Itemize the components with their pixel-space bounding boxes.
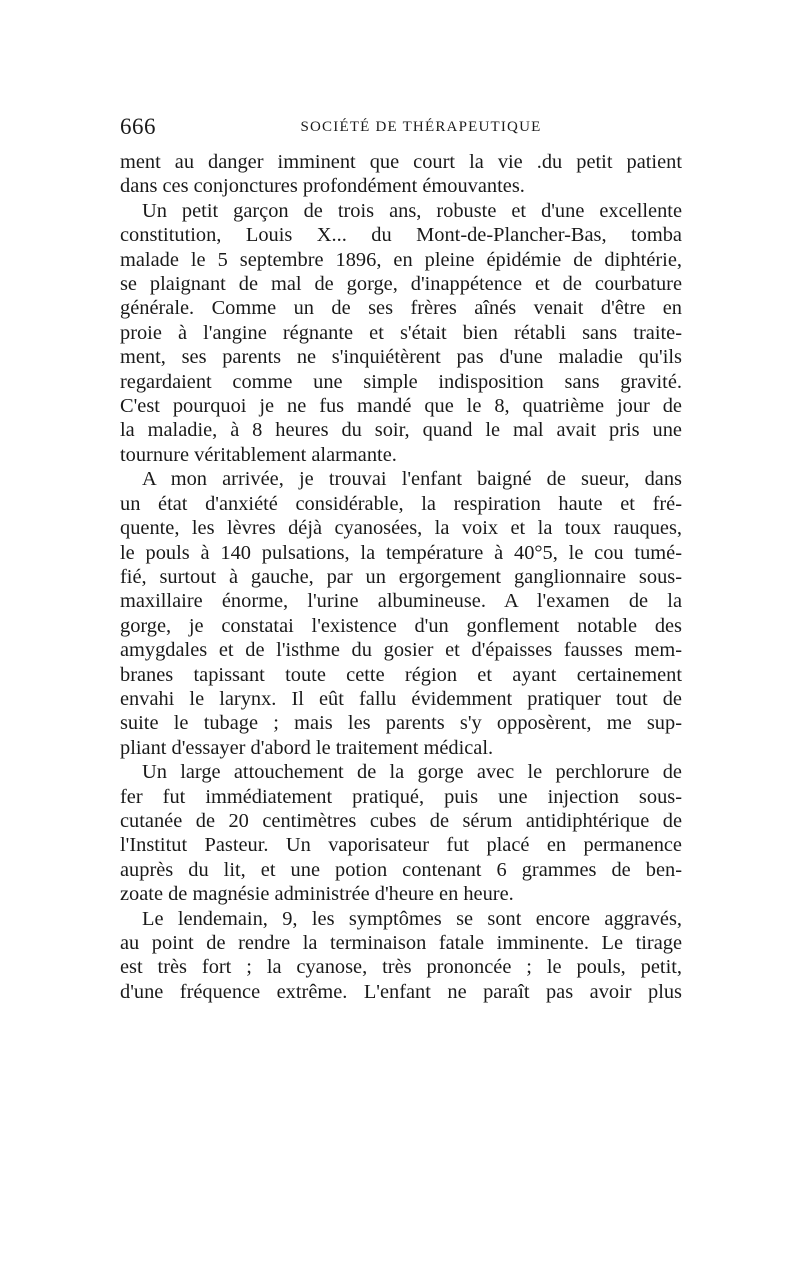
text-line: ment au danger imminent que court la vie .du petit patient [120,151,682,173]
paragraph [120,199,682,467]
text-line: gorge, je constatai l'existence d'un gonflement notable des [120,614,682,637]
text-line: tournure véritablement alarmante. [120,443,397,466]
text-line: fer fut immédiatement pratiqué, puis une injection sous- [120,785,682,808]
text-line: cutanée de 20 centimètres cubes de sérum antidiphtérique de [120,809,682,832]
paragraph [120,907,682,1005]
text-line: dans ces conjonctures profondément émouvantes. [120,175,525,198]
text-line: ment, ses parents ne s'inquiétèrent pas d'une maladie qu'ils [120,346,682,369]
text-line: la maladie, à 8 heures du soir, quand le mal avait pris une [120,419,682,442]
text-line: le pouls à 140 pulsations, la température à 40°5, le cou tumé- [120,541,682,564]
text-line: fié, surtout à gauche, par un ergorgement ganglionnaire sous- [120,565,682,588]
paragraph [120,467,682,760]
text-line: maxillaire énorme, l'urine albumineuse. A l'examen de la [120,590,682,613]
text-line: l'Institut Pasteur. Un vaporisateur fut placé en permanence [120,834,682,857]
paragraph [120,760,682,906]
text-line: proie à l'angine régnante et s'était bien rétabli sans traite- [120,321,682,344]
text-line: branes tapissant toute cette région et ayant certainement [120,663,682,686]
text-line: au point de rendre la terminaison fatale imminente. Le tirage [120,932,682,954]
text-line: est très fort ; la cyanose, très prononcée ; le pouls, petit, [120,956,682,979]
text-line: regardaient comme une simple indisposition sans gravité. [120,370,682,393]
text-line: se plaignant de mal de gorge, d'inappétence et de courbature [120,273,682,296]
text-line: A mon arrivée, je trouvai l'enfant baigné de sueur, dans [142,468,682,491]
text-line: Un petit garçon de trois ans, robuste et d'une excellente [142,199,682,222]
text-line: constitution, Louis X... du Mont-de-Plancher-Bas, tomba [120,224,682,247]
text-line: amygdales et de l'isthme du gosier et d'épaisses fausses mem- [120,639,682,662]
text-line: pliant d'essayer d'abord le traitement médical. [120,736,494,759]
text-line: générale. Comme un de ses frères aînés venait d'être en [120,297,682,320]
text-line: C'est pourquoi je ne fus mandé que le 8, quatrième jour de [120,395,682,418]
text-line: zoate de magnésie administrée d'heure en heure. [120,883,514,906]
text-line: d'une fréquence extrême. L'enfant ne paraît pas avoir plus [120,980,682,1003]
paragraph [120,150,682,199]
text-line: Un large attouchement de la gorge avec le perchlorure de [142,761,682,784]
text-line: envahi le larynx. Il eût fallu évidemment pratiquer tout de [120,687,682,710]
page-number: 666 [120,114,156,139]
body-text [120,150,682,1004]
text-line: auprès du lit, et une potion contenant 6 grammes de ben- [120,858,682,881]
text-line: suite le tubage ; mais les parents s'y opposèrent, me sup- [120,712,682,735]
text-line: quente, les lèvres déjà cyanosées, la voix et la toux rauques, [120,517,682,540]
text-line: malade le 5 septembre 1896, en pleine épidémie de diphtérie, [120,248,682,271]
running-title: SOCIÉTÉ DE THÉRAPEUTIQUE [300,119,542,135]
page-header [120,114,682,146]
text-line: Le lendemain, 9, les symptômes se sont encore aggravés, [142,907,682,930]
text-line: un état d'anxiété considérable, la respiration haute et fré- [120,492,682,515]
